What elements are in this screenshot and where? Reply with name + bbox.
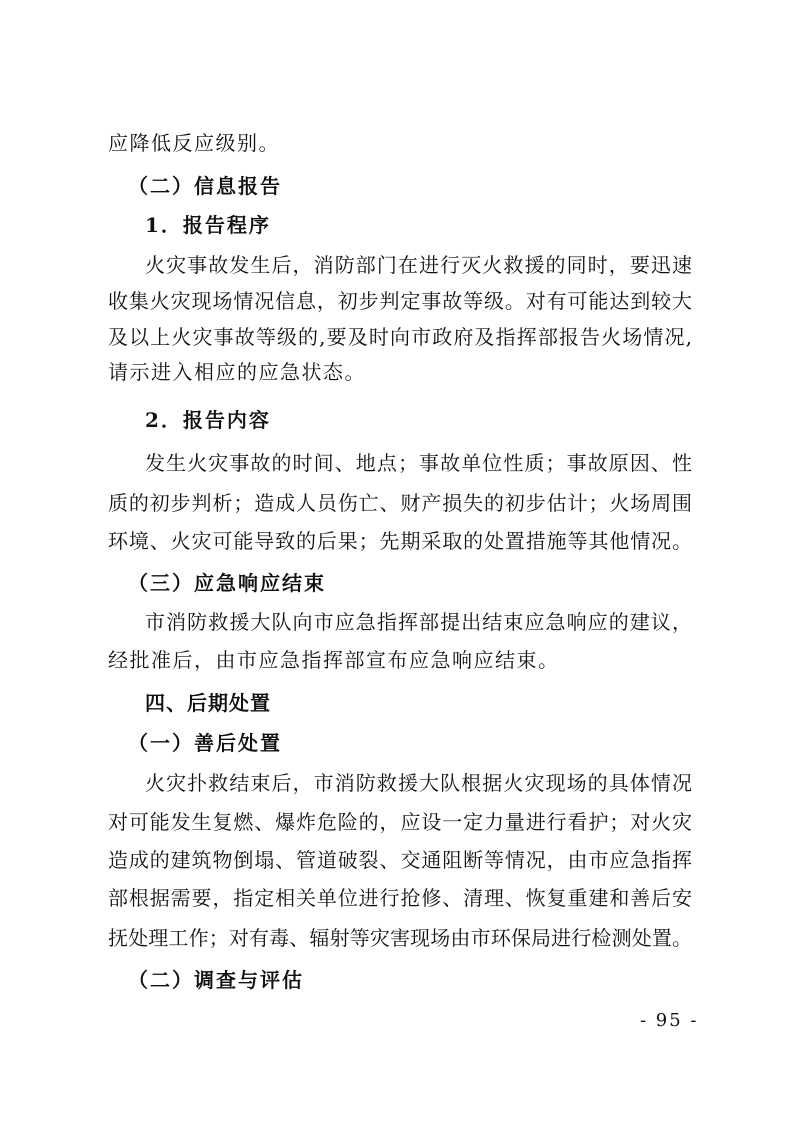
- section-heading-aftermath: （一）善后处置: [128, 731, 282, 755]
- body-text-line: 环境、火灾可能导致的后果；先期采取的处置措施等其他情况。: [108, 529, 692, 553]
- subheading-report-procedure: 1．报告程序: [145, 213, 271, 237]
- body-text-line: 请示进入相应的应急状态。: [108, 360, 366, 384]
- body-text-line: 抚处理工作；对有毒、辐射等灾害现场由市环保局进行检测处置。: [108, 926, 692, 950]
- chapter-heading-post-disposal: 四、后期处置: [145, 691, 271, 715]
- body-text-line: 发生火灾事故的时间、地点；事故单位性质；事故原因、性: [145, 451, 692, 475]
- section-heading-investigation: （二）调查与评估: [128, 968, 304, 992]
- section-heading-response-end: （三）应急响应结束: [128, 571, 326, 595]
- body-text-line: 市消防救援大队向市应急指挥部提出结束应急响应的建议，: [145, 610, 692, 634]
- body-text-line: 质的初步判析；造成人员伤亡、财产损失的初步估计；火场周围: [108, 491, 692, 515]
- body-text-line: 应降低反应级别。: [108, 131, 280, 155]
- body-text-line: 部根据需要，指定相关单位进行抢修、清理、恢复重建和善后安: [108, 886, 692, 910]
- body-text-line: 造成的建筑物倒塌、管道破裂、交通阻断等情况，由市应急指挥: [108, 848, 692, 872]
- body-text-line: 经批准后，由市应急指挥部宣布应急响应结束。: [108, 648, 560, 672]
- section-heading-info-report: （二）信息报告: [128, 174, 282, 198]
- body-text-line: 火灾扑救结束后，市消防救援大队根据火灾现场的具体情况: [145, 771, 692, 795]
- body-text-line: 对可能发生复燃、爆炸危险的，应设一定力量进行看护；对火灾: [108, 810, 692, 834]
- body-text-line: 及以上火灾事故等级的,要及时向市政府及指挥部报告火场情况,: [108, 325, 692, 349]
- subheading-report-content: 2．报告内容: [145, 408, 271, 432]
- page-number: - 95 -: [640, 1010, 699, 1031]
- body-text-line: 火灾事故发生后，消防部门在进行灭火救援的同时，要迅速: [145, 253, 692, 277]
- body-text-line: 收集火灾现场情况信息，初步判定事故等级。对有可能达到较大: [108, 289, 692, 313]
